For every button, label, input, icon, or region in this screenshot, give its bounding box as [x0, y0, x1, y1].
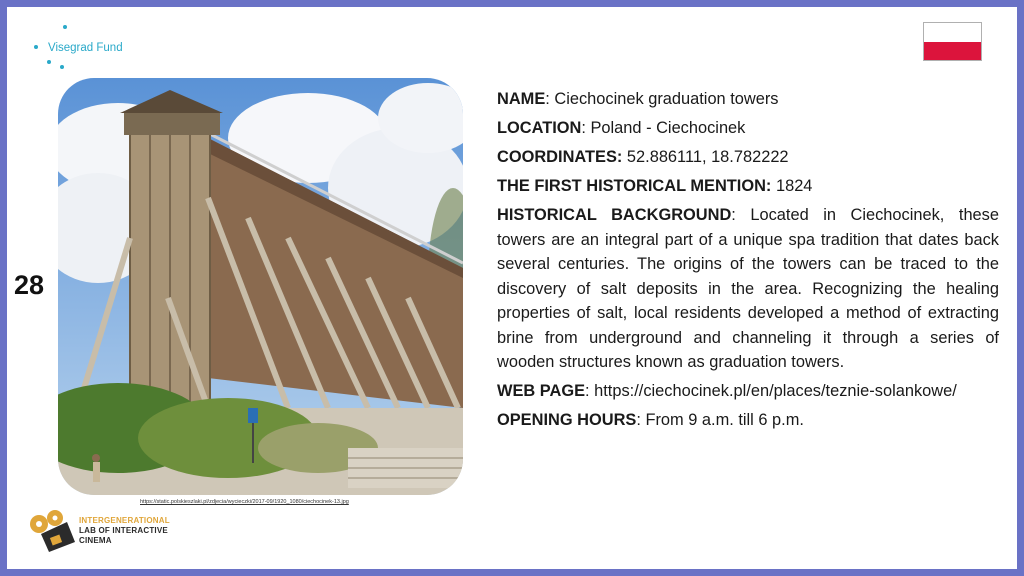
intergenerational-lab-logo — [27, 504, 187, 554]
first-mention-label: THE FIRST HISTORICAL MENTION: — [497, 177, 772, 195]
hours-row — [497, 408, 999, 433]
image-source-link[interactable]: https://static.polskieszlaki.pl/zdjecia/wycieczki/2017-09/1920_1080/ciechocinek-13.jpg — [140, 499, 349, 505]
visegrad-fund-logo — [29, 25, 139, 75]
visegrad-fund-text: Visegrad Fund — [48, 42, 123, 54]
info-panel — [497, 87, 999, 437]
webpage-value[interactable]: : https://ciechocinek.pl/en/places/teznie-solankowe/ — [585, 382, 957, 400]
name-value: : Ciechocinek graduation towers — [545, 90, 779, 108]
background-label: HISTORICAL BACKGROUND — [497, 206, 732, 224]
film-reel-icon — [27, 506, 77, 552]
location-row — [497, 116, 999, 141]
slide — [7, 7, 1017, 569]
name-label: NAME — [497, 90, 546, 108]
hours-label: OPENING HOURS — [497, 411, 637, 429]
background-row — [497, 203, 999, 375]
webpage-row — [497, 379, 999, 404]
logo-line-1: INTERGENERATIONAL — [79, 516, 170, 525]
coordinates-row — [497, 145, 999, 170]
poland-flag-icon — [923, 22, 982, 61]
logo-line-3: CINEMA — [79, 536, 112, 545]
hours-value: : From 9 a.m. till 6 p.m. — [636, 411, 804, 429]
location-label: LOCATION — [497, 119, 582, 137]
graduation-towers-photo — [58, 78, 463, 495]
coordinates-value: 52.886111, 18.782222 — [622, 148, 789, 166]
logo-line-2: LAB OF INTERACTIVE — [79, 526, 168, 535]
slide-number: 28 — [14, 270, 45, 300]
location-value: : Poland - Ciechocinek — [581, 119, 746, 137]
background-value: : Located in Ciechocinek, these towers are an integral part of a unique spa tradition that dates back several centuries. The origins of the towers can be traced to the discovery of salt deposits in the area. Recognizing the healing properties of salt, local residents developed a method of extracting brine from underground and channeling it through a series of wooden structures known as graduation towers. — [497, 206, 999, 371]
webpage-label: WEB PAGE — [497, 382, 586, 400]
first-mention-row — [497, 174, 999, 199]
first-mention-value: 1824 — [771, 177, 813, 195]
name-row — [497, 87, 999, 112]
coordinates-label: COORDINATES: — [497, 148, 623, 166]
